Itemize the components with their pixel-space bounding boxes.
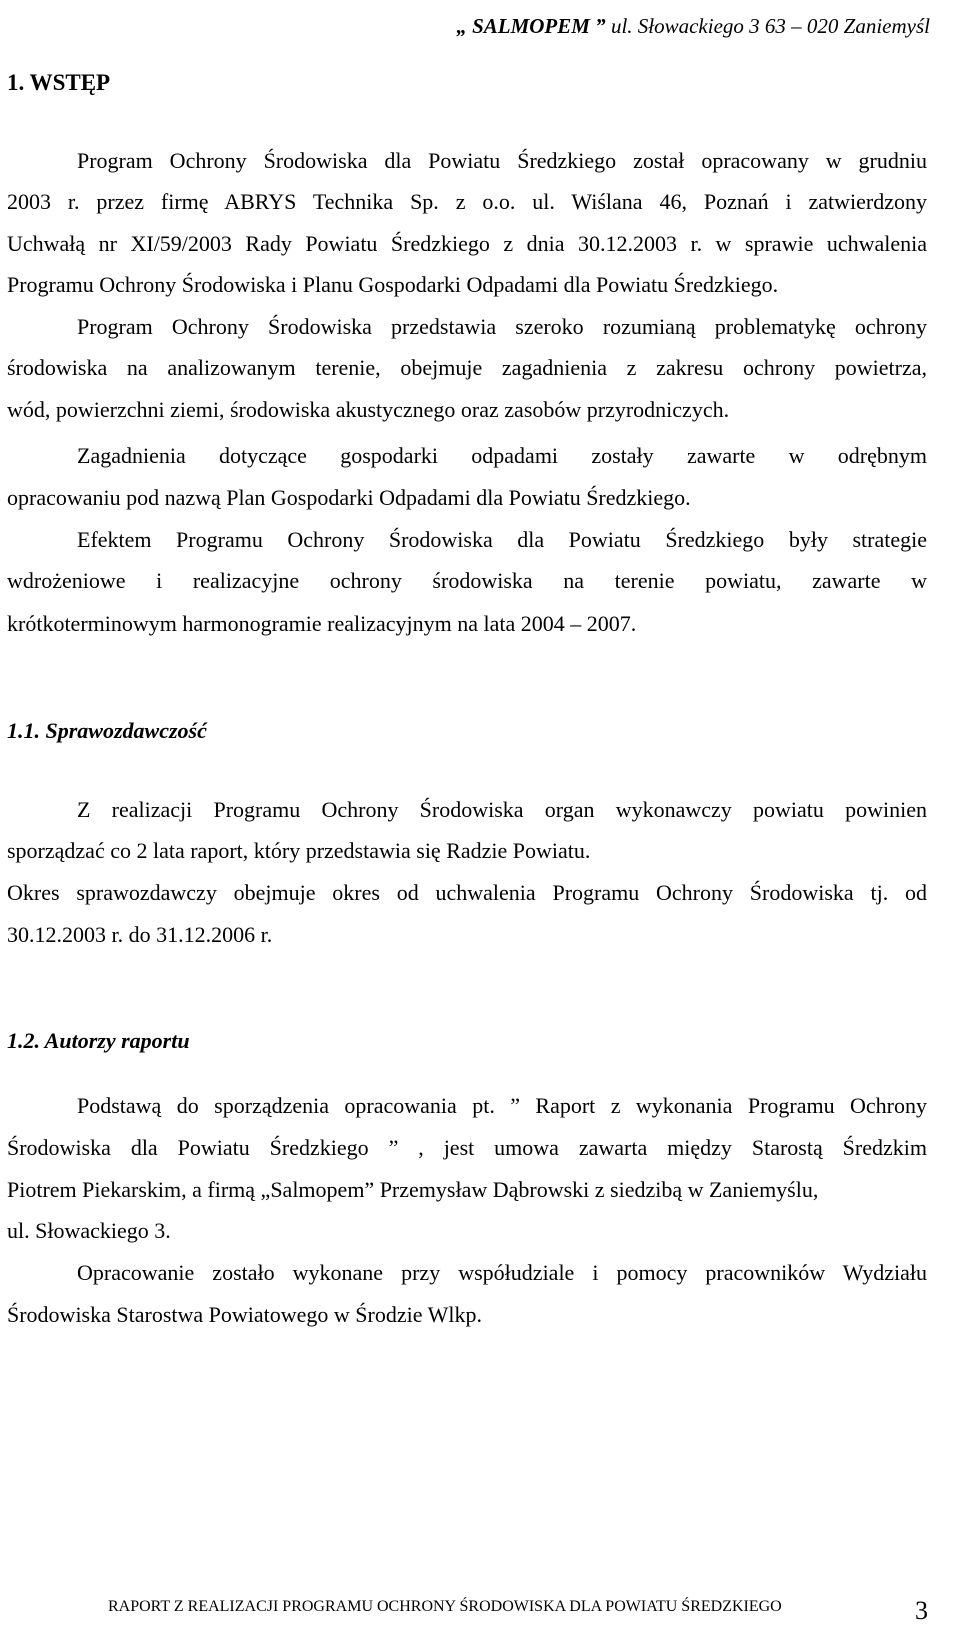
section-heading-autorzy: 1.2. Autorzy raportu: [7, 1028, 190, 1053]
paragraph-line: opracowaniu pod nazwą Plan Gospodarki Odpadami dla Powiatu Średzkiego.: [7, 485, 691, 510]
paragraph-line: sporządzać co 2 lata raport, który przedstawia się Radzie Powiatu.: [7, 838, 591, 863]
header-company: „ SALMOPEM ”: [456, 14, 606, 38]
paragraph-line: Środowiska Starostwa Powiatowego w Środzie Wlkp.: [7, 1302, 482, 1327]
paragraph-line: Efektem Programu Ochrony Środowiska dla Powiatu Średzkiego były strategie: [77, 527, 927, 552]
paragraph-line: ul. Słowackiego 3.: [7, 1218, 171, 1243]
section-heading-wstep: 1. WSTĘP: [7, 70, 111, 95]
paragraph-line: Okres sprawozdawczy obejmuje okres od uchwalenia Programu Ochrony Środowiska tj. od: [7, 880, 927, 905]
paragraph-line: wód, powierzchni ziemi, środowiska akustycznego oraz zasobów przyrodniczych.: [7, 397, 730, 422]
paragraph-line: Program Ochrony Środowiska dla Powiatu Średzkiego został opracowany w grudniu: [77, 148, 927, 173]
paragraph-line: Opracowanie zostało wykonane przy współudziale i pomocy pracowników Wydziału: [77, 1260, 927, 1285]
paragraph-line: 2003 r. przez firmę ABRYS Technika Sp. z o.o. ul. Wiślana 46, Poznań i zatwierdzony: [7, 189, 927, 214]
header-address: ul. Słowackiego 3 63 – 020 Zaniemyśl: [605, 14, 930, 38]
paragraph-line: Środowiska dla Powiatu Średzkiego ” , jest umowa zawarta między Starostą Średzkim: [7, 1135, 927, 1160]
paragraph-line: Piotrem Piekarskim, a firmą „Salmopem” Przemysław Dąbrowski z siedzibą w Zaniemyślu,: [7, 1177, 819, 1202]
paragraph-line: Z realizacji Programu Ochrony Środowiska organ wykonawczy powiatu powinien: [77, 797, 927, 822]
paragraph-line: wdrożeniowe i realizacyjne ochrony środowiska na terenie powiatu, zawarte w: [7, 568, 927, 593]
paragraph-line: Programu Ochrony Środowiska i Planu Gospodarki Odpadami dla Powiatu Średzkiego.: [7, 272, 779, 297]
paragraph-line: Uchwałą nr XI/59/2003 Rady Powiatu Średzkiego z dnia 30.12.2003 r. w sprawie uchwalenia: [7, 231, 927, 256]
page-number: 3: [915, 1596, 928, 1625]
section-heading-sprawozdawczosc: 1.1. Sprawozdawczość: [7, 718, 207, 743]
paragraph-line: Podstawą do sporządzenia opracowania pt. ” Raport z wykonania Programu Ochrony: [77, 1093, 927, 1118]
paragraph-line: 30.12.2003 r. do 31.12.2006 r.: [7, 922, 273, 947]
page-footer: RAPORT Z REALIZACJI PROGRAMU OCHRONY ŚRODOWISKA DLA POWIATU ŚREDZKIEGO: [108, 1598, 782, 1615]
paragraph-line: Zagadnienia dotyczące gospodarki odpadami zostały zawarte w odrębnym: [77, 443, 927, 468]
paragraph-line: środowiska na analizowanym terenie, obejmuje zagadnienia z zakresu ochrony powietrza,: [7, 355, 927, 380]
paragraph-line: Program Ochrony Środowiska przedstawia szeroko rozumianą problematykę ochrony: [77, 314, 927, 339]
paragraph-line: krótkoterminowym harmonogramie realizacyjnym na lata 2004 – 2007.: [7, 611, 637, 636]
page-header: [456, 14, 930, 39]
